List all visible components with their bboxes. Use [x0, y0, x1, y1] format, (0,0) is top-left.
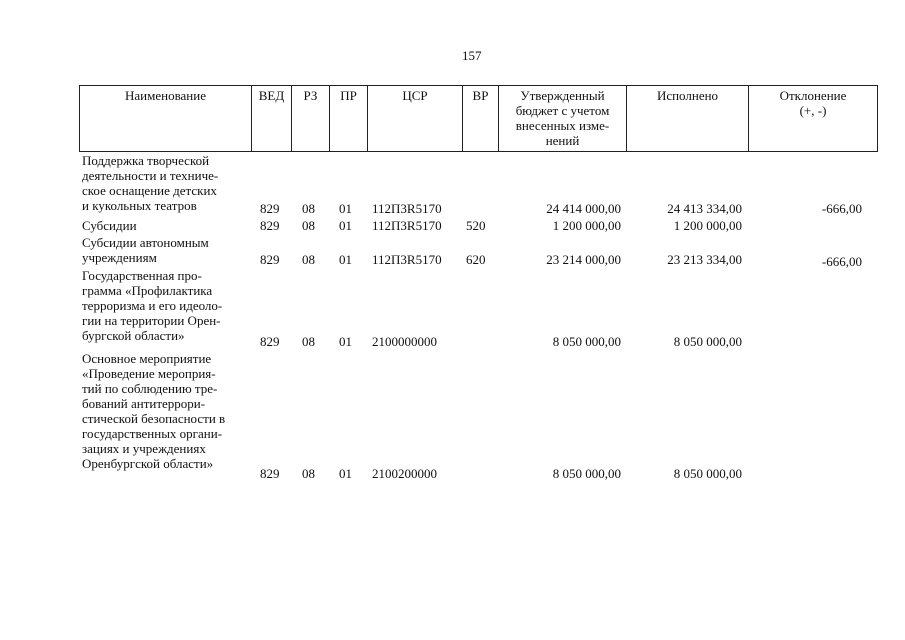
row-csr: 112П3R5170 — [372, 218, 442, 233]
row-pr: 01 — [339, 334, 352, 349]
row-name: Государственная про- грамма «Профилактика терроризма и его идеоло- гии на территории Орен- бургской области» — [82, 268, 223, 343]
row-budget: 24 414 000,00 — [546, 201, 621, 216]
row-ved: 829 — [260, 334, 280, 349]
row-executed: 1 200 000,00 — [673, 218, 742, 233]
header-executed: Исполнено — [626, 85, 748, 152]
row-csr: 112П3R5170 — [372, 252, 442, 267]
row-rz: 08 — [302, 201, 315, 216]
row-name: Субсидии автономным учреждениям — [82, 235, 209, 265]
header-ved: ВЕД — [251, 85, 291, 152]
row-budget: 8 050 000,00 — [552, 334, 621, 349]
row-rz: 08 — [302, 334, 315, 349]
row-ved: 829 — [260, 201, 280, 216]
row-pr: 01 — [339, 218, 352, 233]
row-vr: 620 — [466, 252, 486, 267]
row-csr: 2100200000 — [372, 466, 437, 481]
row-executed: 8 050 000,00 — [673, 466, 742, 481]
row-budget: 8 050 000,00 — [552, 466, 621, 481]
header-budget: Утвержденный бюджет с учетом внесенных изме- нений — [498, 85, 626, 152]
row-executed: 24 413 334,00 — [667, 201, 742, 216]
row-budget: 1 200 000,00 — [552, 218, 621, 233]
row-pr: 01 — [339, 201, 352, 216]
header-pr: ПР — [329, 85, 367, 152]
row-name: Субсидии — [82, 218, 137, 233]
row-csr: 2100000000 — [372, 334, 437, 349]
row-executed: 23 213 334,00 — [667, 252, 742, 267]
header-deviation: Отклонение (+, -) — [748, 85, 878, 152]
header-vr: ВР — [462, 85, 498, 152]
row-rz: 08 — [302, 252, 315, 267]
row-name: Основное мероприятие «Проведение мероприя- тий по соблюдению тре- бований антитеррори- стической безопасности в государственных органи- зациях и учреждениях Оренбургской области» — [82, 351, 226, 471]
row-ved: 829 — [260, 252, 280, 267]
header-name: Наименование — [79, 85, 251, 152]
row-deviation: -666,00 — [821, 201, 862, 216]
row-vr: 520 — [466, 218, 486, 233]
row-pr: 01 — [339, 466, 352, 481]
header-csr: ЦСР — [367, 85, 462, 152]
row-name: Поддержка творческой деятельности и техниче- ское оснащение детских и кукольных театров — [82, 153, 219, 213]
row-rz: 08 — [302, 466, 315, 481]
row-rz: 08 — [302, 218, 315, 233]
row-budget: 23 214 000,00 — [546, 252, 621, 267]
row-deviation: -666,00 — [821, 254, 862, 269]
row-pr: 01 — [339, 252, 352, 267]
row-executed: 8 050 000,00 — [673, 334, 742, 349]
row-csr: 112П3R5170 — [372, 201, 442, 216]
row-ved: 829 — [260, 218, 280, 233]
row-ved: 829 — [260, 466, 280, 481]
header-rz: РЗ — [291, 85, 329, 152]
page-number: 157 — [462, 48, 482, 63]
